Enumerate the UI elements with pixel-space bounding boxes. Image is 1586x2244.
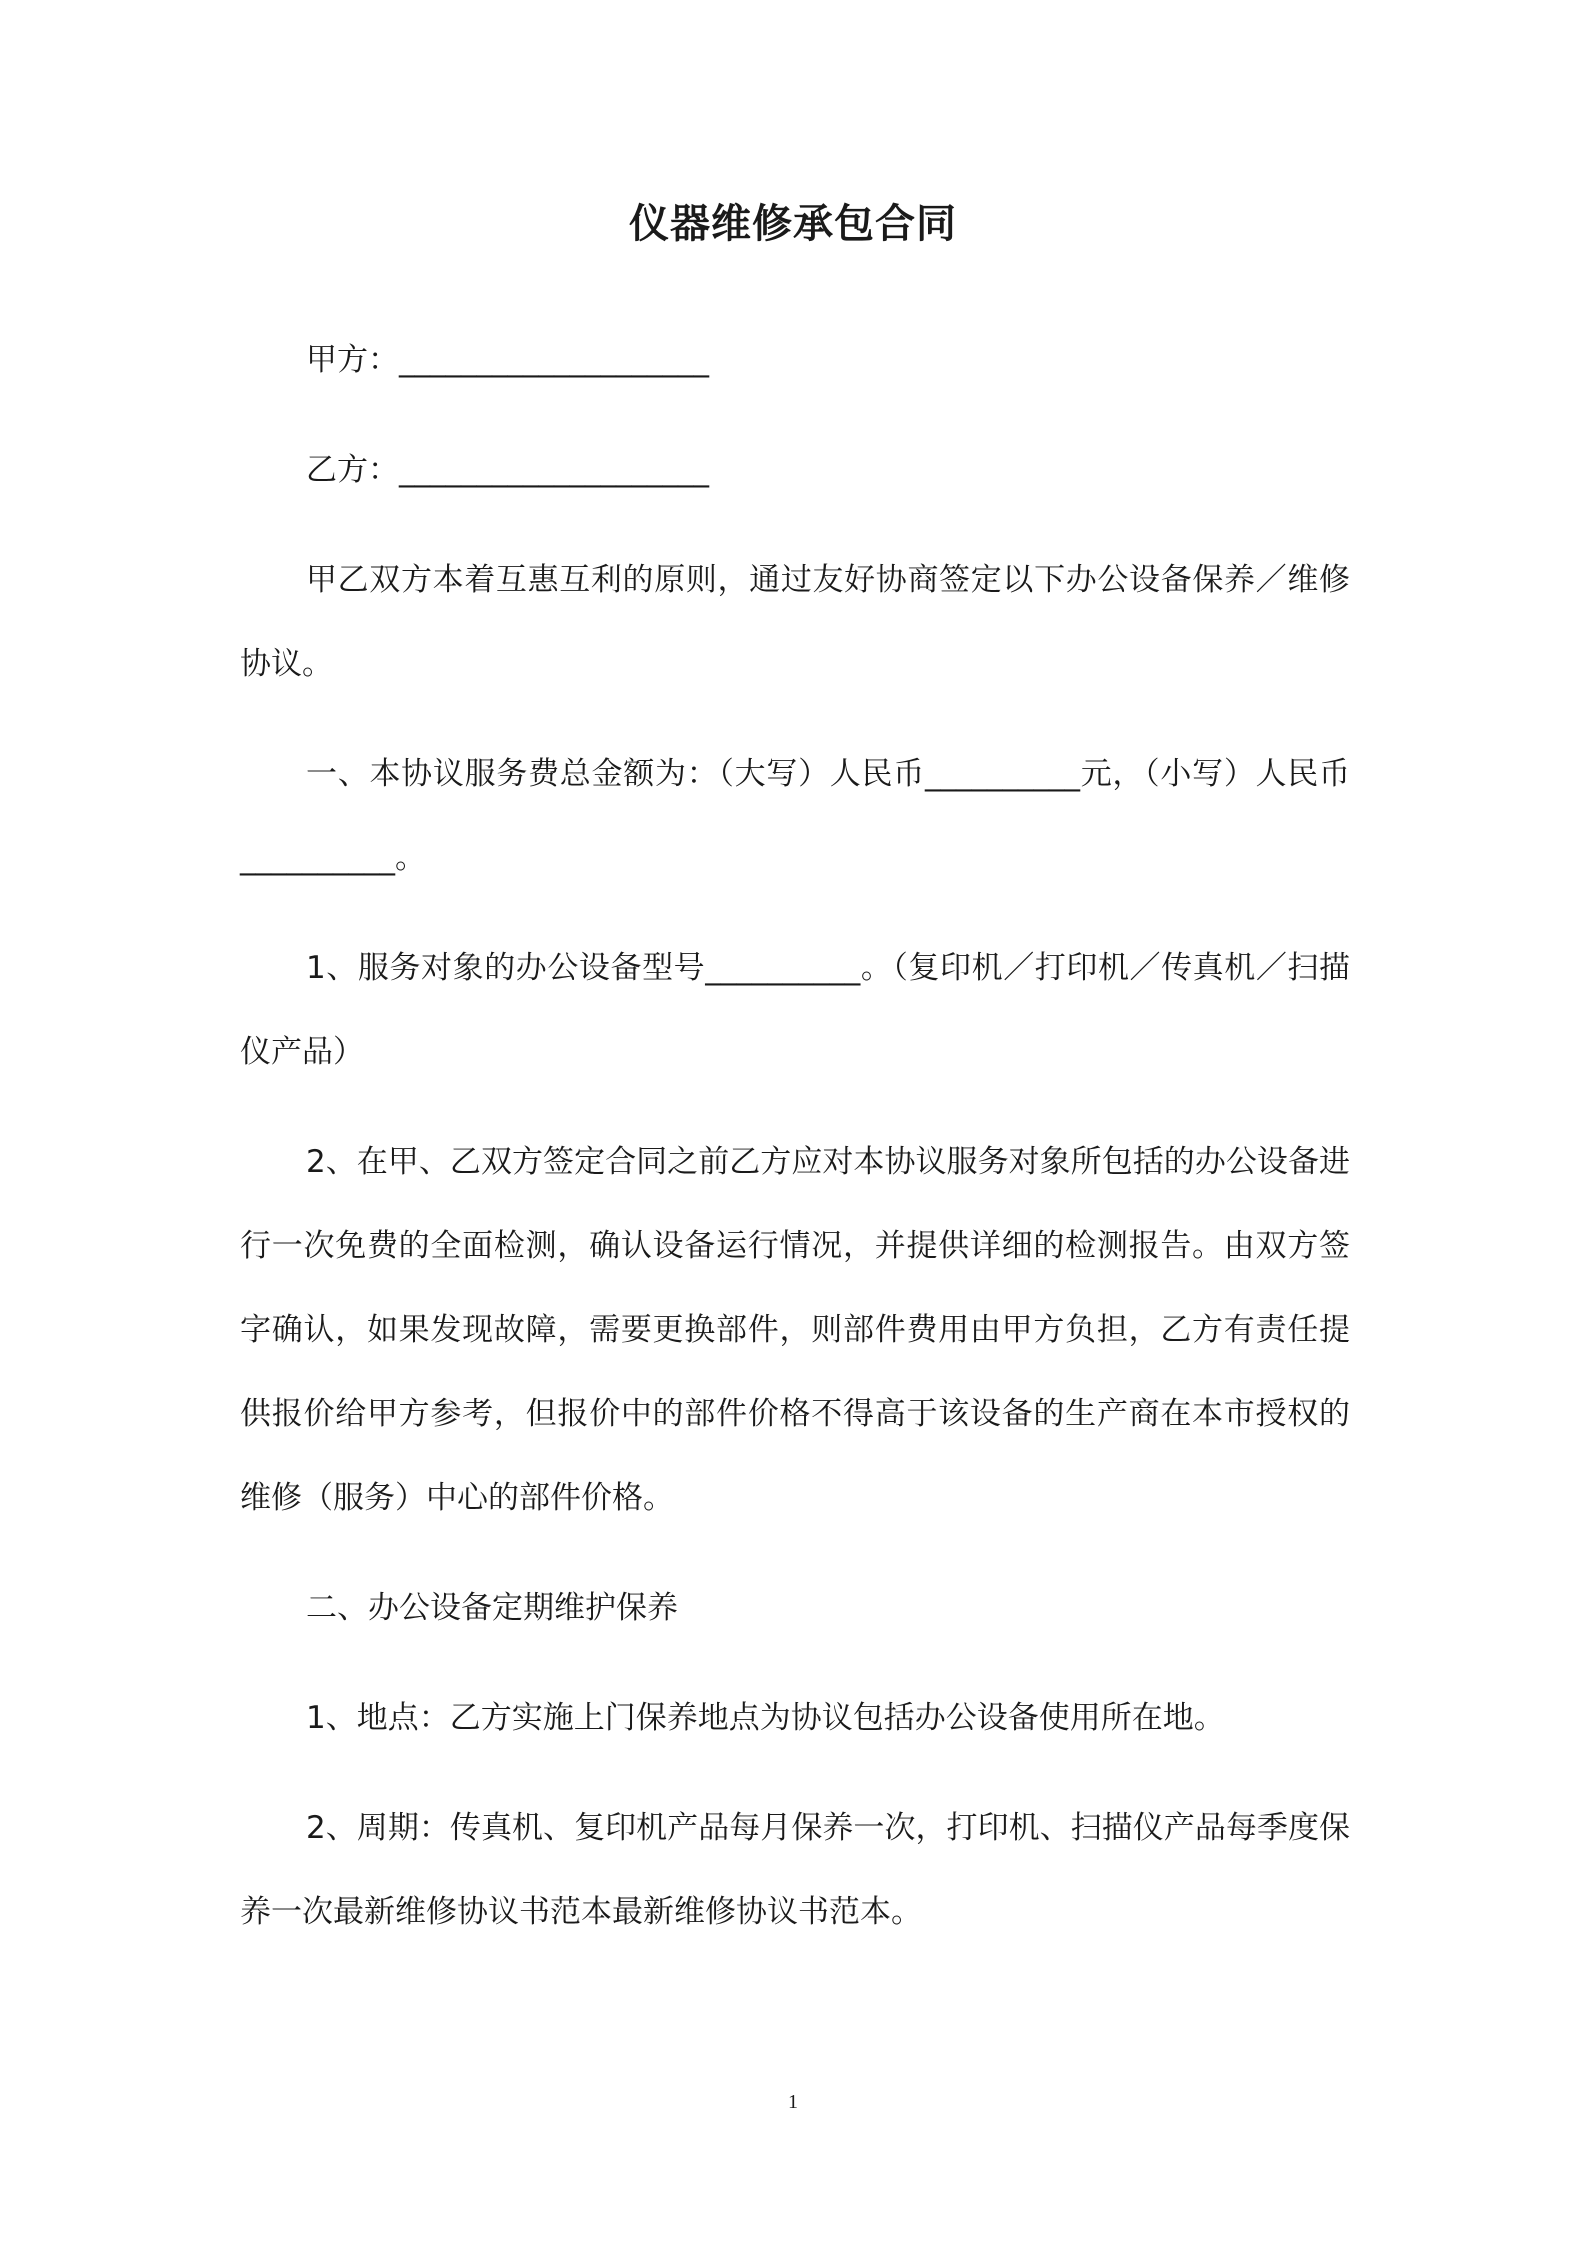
intro-paragraph: 甲乙双方本着互惠互利的原则，通过友好协商签定以下办公设备保养／维修协议。 (240, 562, 1350, 682)
page-number: 1 (788, 2091, 798, 2113)
party-b-line: 乙方：____________________ (306, 452, 709, 488)
document-title: 仪器维修承包合同 (629, 201, 957, 247)
clause-1-1-equipment: 1、服务对象的办公设备型号__________。（复印机／打印机／传真机／扫描仪产品） (240, 950, 1350, 1070)
clause-2-1-location: 1、地点：乙方实施上门保养地点为协议包括办公设备使用所在地。 (306, 1700, 1225, 1736)
clause-2-2-period: 2、周期：传真机、复印机产品每月保养一次，打印机、扫描仪产品每季度保养一次最新维修协议书范本最新维修协议书范本。 (240, 1810, 1350, 1930)
clause-1-2-inspection: 2、在甲、乙双方签定合同之前乙方应对本协议服务对象所包括的办公设备进行一次免费的全面检测，确认设备运行情况，并提供详细的检测报告。由双方签字确认，如果发现故障，需要更换部件，则部件费用由甲方负担，乙方有责任提供报价给甲方参考，但报价中的部件价格不得高于该设备的生产商在本市授权的维修（服务）中心的部件价格。 (240, 1144, 1350, 1516)
clause-1-fee: 一、本协议服务费总金额为：（大写）人民币__________元，（小写）人民币__________。 (240, 756, 1350, 876)
party-a-line: 甲方：____________________ (306, 342, 709, 378)
clause-2-heading: 二、办公设备定期维护保养 (306, 1590, 678, 1626)
document-body (240, 318, 1350, 1954)
